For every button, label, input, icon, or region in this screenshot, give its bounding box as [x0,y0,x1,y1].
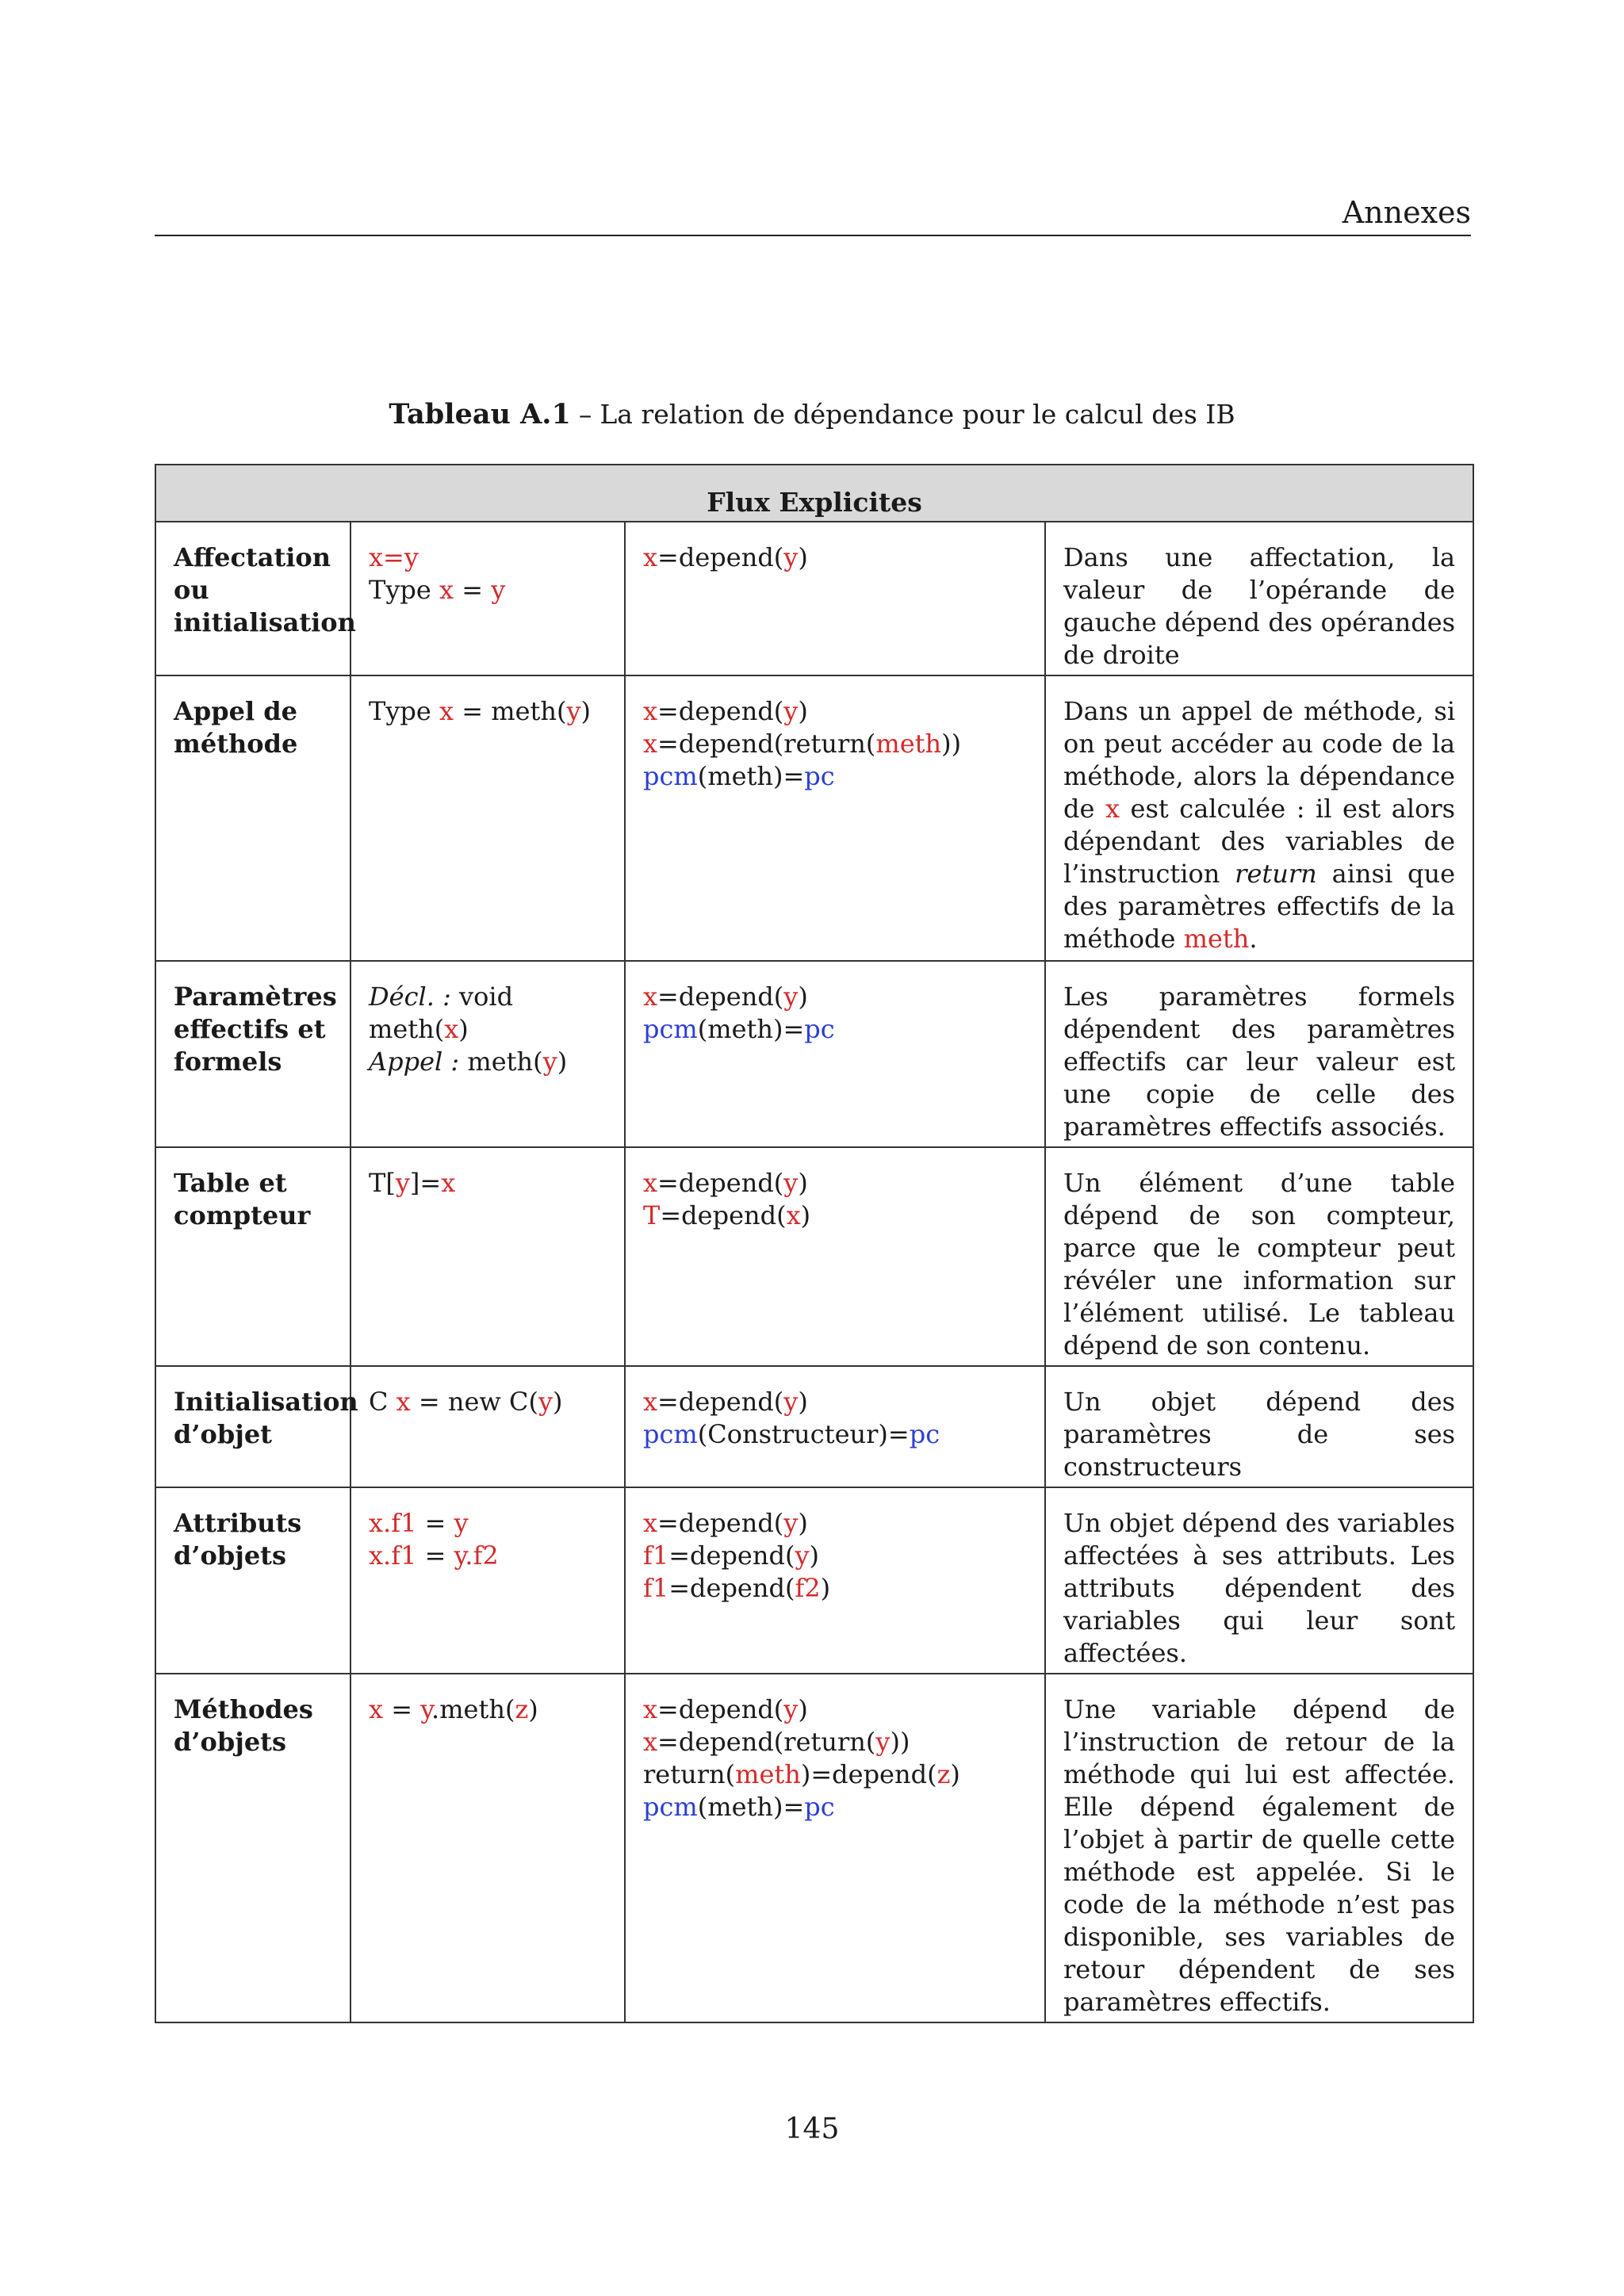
dependency-cell [625,1147,1045,1366]
text-segment: x [643,1694,658,1724]
code-cell [350,1674,625,2022]
description-cell [1045,1487,1473,1674]
table-body [155,522,1473,2022]
text-segment: pcm [643,1419,698,1449]
text-segment: (meth)= [697,761,805,791]
dependency-cell [625,1487,1045,1674]
text-segment: ) [798,1694,808,1724]
code-line [369,541,607,574]
text-segment: z [936,1759,951,1789]
text-segment: y [783,1508,799,1538]
table-row [155,961,1473,1147]
text-segment: (meth)= [697,1792,805,1822]
text-segment: =depend( [657,1508,784,1538]
text-segment: )) [941,729,962,759]
text-segment: pcm [643,761,698,791]
description-cell [1045,1147,1473,1366]
text-segment: Un objet dépend des paramètres de ses constructeurs [1063,1387,1456,1482]
text-segment: = [383,1694,421,1724]
text-segment: pc [804,1014,835,1044]
text-segment: x.f1 [369,1508,417,1538]
text-segment: ) [557,1047,568,1077]
text-segment: y [538,1387,553,1417]
text-segment: x.f1 [369,1540,417,1571]
text-segment: Une variable dépend de l’instruction de retour de la méthode qui lui est affectée. Elle dépend également de l’objet à partir de quelle cette méthode est appelée. Si le code de la méthode n’est pas disponible, ses variables de retour dépendent de ses paramètres effectifs. [1063,1694,1456,2017]
text-segment: z [515,1694,529,1724]
text-segment: = [454,575,492,605]
text-segment: ) [798,982,808,1012]
text-segment: est calculée : il est alors dépendant des variables de l’instruction [1063,794,1456,889]
text-segment: y [783,1168,799,1198]
text-segment: x [396,1387,411,1417]
code-line [369,1507,607,1540]
description-cell [1045,1366,1473,1487]
text-segment: f1 [643,1573,669,1603]
code-cell [350,675,625,961]
category-cell [155,1147,350,1366]
text-segment: ) [950,1759,960,1789]
text-segment: y [566,696,581,726]
text-segment: =depend( [668,1540,795,1571]
category-line: effectifs et [174,1014,326,1044]
dependency-cell [625,1366,1045,1487]
text-segment: T[ [369,1168,396,1198]
table-row [155,1487,1473,1674]
dependency-line [643,728,1027,760]
category-line: méthode [174,729,298,759]
text-segment: Type [369,696,440,726]
header-title: Annexes [1342,195,1471,230]
text-segment: x=y [369,542,419,572]
text-segment: f2 [795,1573,821,1603]
text-segment: y [783,1694,799,1724]
description-cell [1045,1674,1473,2022]
text-segment: ainsi que des paramètres effectifs de la méthode [1063,859,1456,954]
text-segment: =depend( [660,1200,787,1230]
text-segment: y [491,575,506,605]
category-cell [155,1487,350,1674]
category-line: Attributs [174,1508,302,1538]
code-line [369,1046,607,1078]
text-segment: = [416,1540,454,1571]
text-segment: =depend( [657,542,784,572]
dependency-line [643,1507,1027,1540]
text-segment: ) [798,1168,808,1198]
category-line: d’objet [174,1419,272,1449]
text-segment: x [439,575,454,605]
text-segment: meth( [459,1047,543,1077]
text-segment: Un objet dépend des variables affectées à ses attributs. Les attributs dépendent des variables qui leur sont affectées. [1063,1508,1456,1668]
text-segment: =depend(return( [657,1727,876,1757]
category-line: compteur [174,1200,311,1230]
text-segment: x [444,1014,459,1044]
code-line [369,1540,607,1572]
text-segment: meth [735,1759,801,1789]
dependency-line [643,1758,1027,1791]
category-line: Paramètres [174,982,337,1012]
text-segment: ) [800,1200,811,1230]
caption-label: Tableau A.1 [389,398,571,430]
category-line: Affectation [174,542,331,572]
text-segment: y [875,1727,891,1757]
text-segment: x [786,1200,801,1230]
text-segment: pcm [643,1014,698,1044]
text-segment: x [643,696,658,726]
text-segment: x [643,982,658,1012]
dependency-cell [625,522,1045,675]
description-cell [1045,961,1473,1147]
text-segment: = [416,1508,454,1538]
dependency-cell [625,961,1045,1147]
text-segment: ) [798,1387,808,1417]
text-segment: ) [528,1694,538,1724]
dependency-line [643,1726,1027,1758]
text-segment: Dans une affectation, la valeur de l’opérande de gauche dépend des opérandes de droite [1063,542,1456,670]
text-segment: y [783,982,799,1012]
text-segment: x [643,1508,658,1538]
code-line [369,981,607,1046]
text-segment: pc [804,1792,835,1822]
category-line: Initialisation [174,1387,358,1417]
text-segment: y [395,1168,410,1198]
dependency-line [643,1418,1027,1451]
text-segment: x [643,542,658,572]
category-cell [155,675,350,961]
text-segment: pcm [643,1792,698,1822]
text-segment: . [1249,924,1258,954]
text-segment: ) [580,696,592,726]
dependency-line [643,1013,1027,1046]
text-segment: pc [804,761,835,791]
text-segment: void meth( [369,982,514,1044]
table-row [155,1674,1473,2022]
text-segment: Appel : [369,1047,460,1077]
category-line: initialisation [174,607,356,637]
code-cell [350,1147,625,1366]
text-segment: x [441,1168,456,1198]
category-line: Table et [174,1168,287,1198]
text-segment: ]= [409,1168,442,1198]
dependency-line [643,1540,1027,1572]
category-cell [155,1674,350,2022]
text-segment: ) [820,1573,831,1603]
code-line [369,574,607,607]
text-segment: = new C( [410,1387,538,1417]
text-segment: y [783,696,799,726]
category-cell [155,1366,358,1487]
category-line: formels [174,1047,282,1077]
dependency-line [643,1386,1027,1418]
text-segment: x [1105,794,1120,824]
code-cell [350,522,625,675]
text-segment: Les paramètres formels dépendent des paramètres effectifs car leur valeur est une copie de celle des paramètres effectifs associés. [1063,982,1456,1142]
code-line [369,1693,607,1726]
description-cell [1045,675,1473,961]
text-segment: =depend( [657,1387,784,1417]
table-row [155,1147,1473,1366]
dependency-line [643,760,1027,793]
category-cell [155,961,350,1147]
code-cell [350,961,625,1147]
code-line [369,1386,607,1418]
code-cell [350,1487,625,1674]
dependency-cell [625,1674,1045,2022]
text-segment: y.f2 [454,1540,499,1571]
text-segment: ) [798,542,808,572]
text-segment: meth [1183,924,1250,954]
dependency-line [643,1572,1027,1605]
category-line: d’objets [174,1540,286,1571]
dependency-line [643,541,1027,574]
dependency-line [643,1167,1027,1200]
text-segment: x [643,1727,658,1757]
dependency-line [643,695,1027,728]
text-segment: x [643,1387,658,1417]
caption-text: La relation de dépendance pour le calcul des IB [599,399,1235,430]
text-segment: y [783,542,799,572]
table-row [155,675,1473,961]
page-number: 145 [784,2113,840,2145]
caption-separator: – [578,399,592,430]
text-segment: x [369,1694,384,1724]
text-segment: Un élément d’une table dépend de son compteur, parce que le compteur peut révéler une information sur l’élément utilisé. Le tableau dépend de son contenu. [1063,1168,1456,1360]
text-segment: y [783,1387,799,1417]
table-row [155,1366,1473,1487]
dependency-line [643,1693,1027,1726]
text-segment: f1 [643,1540,669,1571]
text-segment: (Constructeur)= [697,1419,910,1449]
text-segment: Décl. : [369,982,451,1012]
text-segment: Type [369,575,440,605]
dependency-cell [625,675,1045,961]
code-cell [350,1366,625,1487]
table-caption [0,398,1624,430]
text-segment: x [643,1168,658,1198]
text-segment: return [1235,859,1317,889]
text-segment: ) [798,696,808,726]
code-line [369,1167,607,1200]
text-segment: =depend( [657,982,784,1012]
text-segment: )) [890,1727,910,1757]
description-cell [1045,522,1473,675]
text-segment: )=depend( [800,1759,937,1789]
text-segment: ) [798,1508,808,1538]
text-segment: = meth( [454,696,567,726]
text-segment: ) [553,1387,563,1417]
category-line: Appel de [174,696,297,726]
running-header [155,189,1471,236]
text-segment: =depend( [668,1573,795,1603]
text-segment: y [542,1047,557,1077]
text-segment: ) [809,1540,819,1571]
text-segment: T [643,1200,661,1230]
text-segment: y [420,1694,432,1724]
text-segment: ) [458,1014,469,1044]
text-segment: meth [875,729,942,759]
text-segment: =depend( [657,1694,784,1724]
category-cell [155,522,356,675]
table-header-row [155,465,1473,522]
text-segment: y [454,1508,469,1538]
text-segment: y [795,1540,810,1571]
category-line: ou [174,575,209,605]
text-segment: pc [909,1419,940,1449]
category-line: Méthodes [174,1694,313,1724]
dependency-line [643,1791,1027,1823]
dependency-line [643,981,1027,1013]
category-line: d’objets [174,1727,286,1757]
text-segment: Dans un appel de méthode, si on peut accéder au code de la méthode, alors la dépendance de [1063,696,1456,824]
text-segment: x [643,729,658,759]
table-header: Flux Explicites [155,465,1473,522]
text-segment: (meth)= [697,1014,805,1044]
text-segment: return( [643,1759,736,1789]
text-segment: .meth( [431,1694,515,1724]
text-segment: x [439,696,454,726]
text-segment: =depend( [657,696,784,726]
table-row [155,522,1473,675]
dependency-line [643,1200,1027,1232]
text-segment: =depend( [657,1168,784,1198]
text-segment: C [369,1387,396,1417]
text-segment: =depend(return( [657,729,876,759]
code-line [369,695,607,728]
dependency-table [155,464,1474,2023]
